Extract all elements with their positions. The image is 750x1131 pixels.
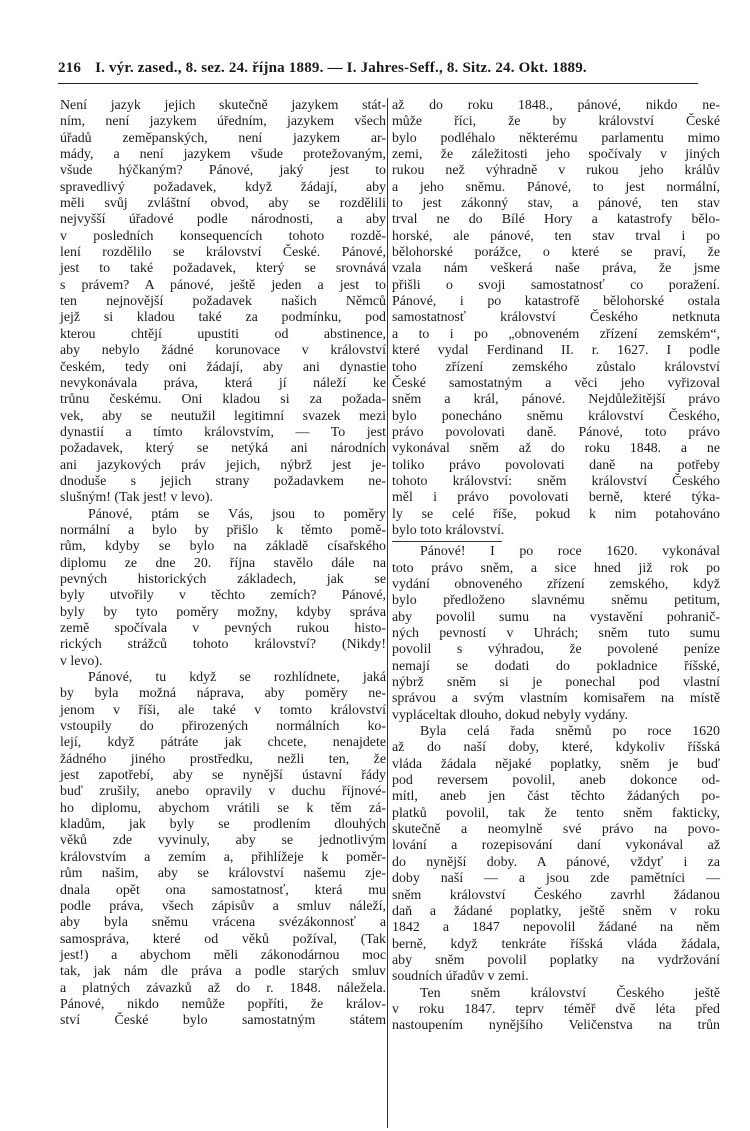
text-line: aby nebylo žádné korunovace v království [60,343,386,359]
text-line: aby byla sněmu vrácena svézákonnosť a [60,915,386,931]
text-line: jest zapotřebí, aby se nynější ústavní řády [60,768,386,784]
text-line: věků zde vyvinuly, aby se jednotlivým [60,833,386,849]
text-line: buď zrušily, anebo opravily v duchu říjnové- [60,784,386,800]
text-line: normální a bylo by přišlo k těmto pomě- [60,522,386,538]
text-line: vzala nám veškerá naše práva, že jsme [392,261,720,277]
page-number: 216 [58,60,82,76]
text-line: trval ne do Bílé Hory a katastrofy bělo- [392,212,720,228]
text-line: samostatnosť království Českého netknuta [392,310,720,326]
text-line: žádného jiného prostředku, nežli ten, že [60,751,386,767]
text-line: 1842 a 1847 nepovolil žádané na něm [392,920,720,936]
text-line: ho diplomu, abychom vrátili se k těm zá- [60,800,386,816]
text-line: mády, a není jazykem všude protežovaným, [60,147,386,163]
text-line: vykonával sněm až do roku 1848. a ne [392,441,720,457]
text-line: sněm a král, pánové. Nejdůležitější právo [392,392,720,408]
text-line: povolil s výhradou, že povolené peníze [392,642,720,658]
text-line: rických strážců tohoto království? (Nikdy! [60,637,386,653]
text-line: platků povolil, tak že tento sněm fakticky, [392,805,720,821]
text-line: lení rozdělilo se království České. Pánové, [60,245,386,261]
text-line: a to i po „obnoveném zřízení zemském“, [392,326,720,342]
header-separator: — [327,60,343,76]
text-line: daň a žádané poplatky, ještě sněm v roku [392,903,720,919]
text-line: doby naší — a jsou zde pamětníci — [392,871,720,887]
text-line: Pánové, i po katastrofě bělohorské ostala [392,294,720,310]
text-line: Pánové, ptám se Vás, jsou to poměry [88,506,386,522]
text-line: ství České bylo samostatným státem [60,1013,386,1029]
text-line: bylo podléhalo některému parlamentu mimo [392,130,720,146]
text-line: Není jazyk jejich skutečně jazykem stát- [60,98,386,113]
text-line: bylo toto království. [392,522,505,538]
column-divider [387,98,388,1128]
text-line: a platných závazků až do r. 1848. náležela. [60,980,386,996]
text-line: soudních úřadův v zemi. [392,969,529,985]
text-line: dnala opět ona samostatnosť, která mu [60,882,386,898]
text-line: nemají se dodati do pokladnice říšské, [392,658,720,674]
text-line: všude hýčkaným? Pánové, jaký jest to [60,163,386,179]
text-line: rukou než výhradně v rukou jeho králův [392,163,720,179]
text-line: sněm království Českého zavrhl žádanou [392,887,720,903]
text-line: České samostatným a věci jeho vyřizoval [392,375,720,391]
text-line: Pánové! I po roce 1620. vykonával [420,544,720,560]
text-line: jest!) a abychom měli zákonodárnou moc [60,947,386,963]
text-line: v roku 1847. teprv téměř dvě léta před [392,1001,720,1017]
text-line: nýbrž sněm si je ponechal pod vlastní [392,675,720,691]
text-line: jenom v říši, ale také v tomto království [60,702,386,718]
text-line: zemi, že záležitosti jeho spočívaly v jiných [392,147,720,163]
text-line: spravedlivý požadavek, když žádají, aby [60,179,386,195]
text-line: toto právo sněm, a sice hned již rok po [392,560,720,576]
text-line: pod reversem povolil, aneb dokonce od- [392,773,720,789]
text-line: českém, tedy oni žádají, aby ani dynastie [60,359,386,375]
text-line: lování a rozepisování daní vykonával až [392,838,720,854]
text-line: aby sněm povolil poplatky na vydržování [392,952,720,968]
text-line: přišli o svoji samostatnosť co poražení. [392,277,720,293]
left-column [60,98,386,1030]
text-line: pevných historických základech, jak se [60,571,386,587]
text-line: Byla celá řada sněmů po roce 1620 [420,724,720,740]
text-line: s právem? A pánové, ještě jeden a jest to [60,277,386,293]
text-line: aby povolil sumu na vystavění pohranič- [392,609,720,625]
text-line: vydání obnoveného zřízení zemského, když [392,576,720,592]
text-line: právo povolovati daně. Pánové, toto právo [392,424,720,440]
text-line: skutečně a neomylně své právo na povo- [392,822,720,838]
text-line: Ten sněm království Českého ještě [420,985,720,1001]
text-line: úřadů zeměpanských, není jazykem ar- [60,130,386,146]
text-line: byly by tyto poměry možny, kdyby správa [60,604,386,620]
text-line: trůnu českému. Oni kladou si za požada- [60,392,386,408]
text-line: toliko právo povolovati daně na potřeby [392,457,720,473]
text-line: jest to také požadavek, který se srovnává [60,261,386,277]
text-line: ani jazykových práv jejich, nýbrž jest je- [60,457,386,473]
text-line: tak, jak nám dle práva a podle starých smluv [60,964,386,980]
text-line: kladům, jak byly se prodlením dlouhých [60,817,386,833]
text-line: ly se celé říše, pokud k nim potahováno [392,506,720,522]
text-line: mítl, aneb jen část těchto žádaných po- [392,789,720,805]
text-line: které vydal Ferdinand II. r. 1627. I podle [392,343,720,359]
text-line: to jest zákonný stav, a pánové, ten stav [392,196,720,212]
right-column [392,98,720,1035]
text-line: bylo předloženo slavnému sněmu petitum, [392,593,720,609]
text-line: země spočívala v pevných rukou histo- [60,621,386,636]
text-line: v levo). [60,653,103,669]
text-line: tohoto království: sněm království Českého [392,473,720,489]
text-line: měli svůj zvláštní obvod, aby se rozdělili [60,196,386,212]
text-line: by byla možná náprava, aby poměry ne- [60,686,386,702]
text-line: ných pevností v Uhrách; sněm tuto sumu [392,626,720,641]
text-line: Pánové, nikdo nemůže popříti, že králov- [60,996,386,1012]
text-line: samospráva, které od věků požíval, (Tak [60,931,386,947]
header-czech: I. výr. zased., 8. sez. 24. října 1889. [95,60,324,76]
text-line: toho zřízení zemského zůstalo království [392,359,720,375]
text-line: v posledních konsequencích tohoto rozdě- [60,228,386,244]
text-line: berně, když tenkráte říšská vláda žádala, [392,936,720,952]
text-line: ním, není jazykem úředním, jazykem všech [60,114,386,130]
text-line: kterou chtějí upustiti od abstinence, [60,326,386,342]
running-header [58,60,698,77]
text-line: podle práva, všech zápisův a smluv náleží, [60,898,386,914]
text-line: až do naší doby, které, kdykoliv říšská [392,740,720,756]
text-line: dynastií a tímto královstvím, — To jest [60,424,386,440]
text-line: nevykonávala práva, která jí náleží ke [60,375,386,391]
text-line: byly utvořily v těchto zemích? Pánové, [60,588,386,604]
text-line: vstoupily do přirozených normálních ko- [60,719,386,735]
header-rule [58,83,698,84]
text-line: vek, aby se neutužil legitimní svazek mezi [60,408,386,424]
text-line: Pánové, tu když se rozhlídnete, jaká [88,670,386,686]
text-line: lejí, když pátráte jak chcete, nenajdete [60,735,386,751]
text-line: až do roku 1848., pánové, nikdo ne- [392,98,720,113]
text-line: královstvím a zemím a, přihlížeje k poměr- [60,849,386,865]
text-line: nastoupením nynějšího Veličenstva na trůn [392,1018,720,1034]
text-line: jejž si kladou také za podmínku, pod [60,310,386,326]
text-line: ten nejnovější požadavek našich Němců [60,294,386,310]
text-line: požadavek, který se netýká ani národních [60,441,386,457]
text-line: vláda žádala nějaké poplatky, sněm je buď [392,756,720,772]
text-line: vypláceltak dlouho, dokud nebyly vydány. [392,707,628,723]
text-line: horské, ale pánové, ten stav trval i po [392,228,720,244]
text-line: slušným! (Tak jest! v levo). [60,490,213,506]
text-line: nejvyšší úřadové podle národnosti, a aby [60,212,386,228]
text-line: diplomu ze dne 20. října stavělo dále na [60,555,386,571]
text-line: dnoduše s jejich strany požadavkem ne- [60,473,386,489]
text-line: rům, kdyby se bylo na základě císařského [60,539,386,555]
text-line: bělohorské porážce, o které se praví, že [392,245,720,261]
section-rule [392,541,502,542]
text-line: bylo ponecháno sněmu království Českého, [392,408,720,424]
text-line: správou a svým vlastním komisařem na místě [392,691,720,707]
text-line: může říci, že by království České [392,114,720,130]
text-line: rům našim, aby se království našemu zje- [60,866,386,882]
text-line: a jeho sněmu. Pánové, to jest normální, [392,179,720,195]
text-line: měl i právo povolovati berně, které týka- [392,490,720,506]
header-german: I. Jahres-Seff., 8. Sitz. 24. Okt. 1889. [346,60,587,76]
text-line: do nynější doby. A pánové, vždyť i za [392,854,720,870]
